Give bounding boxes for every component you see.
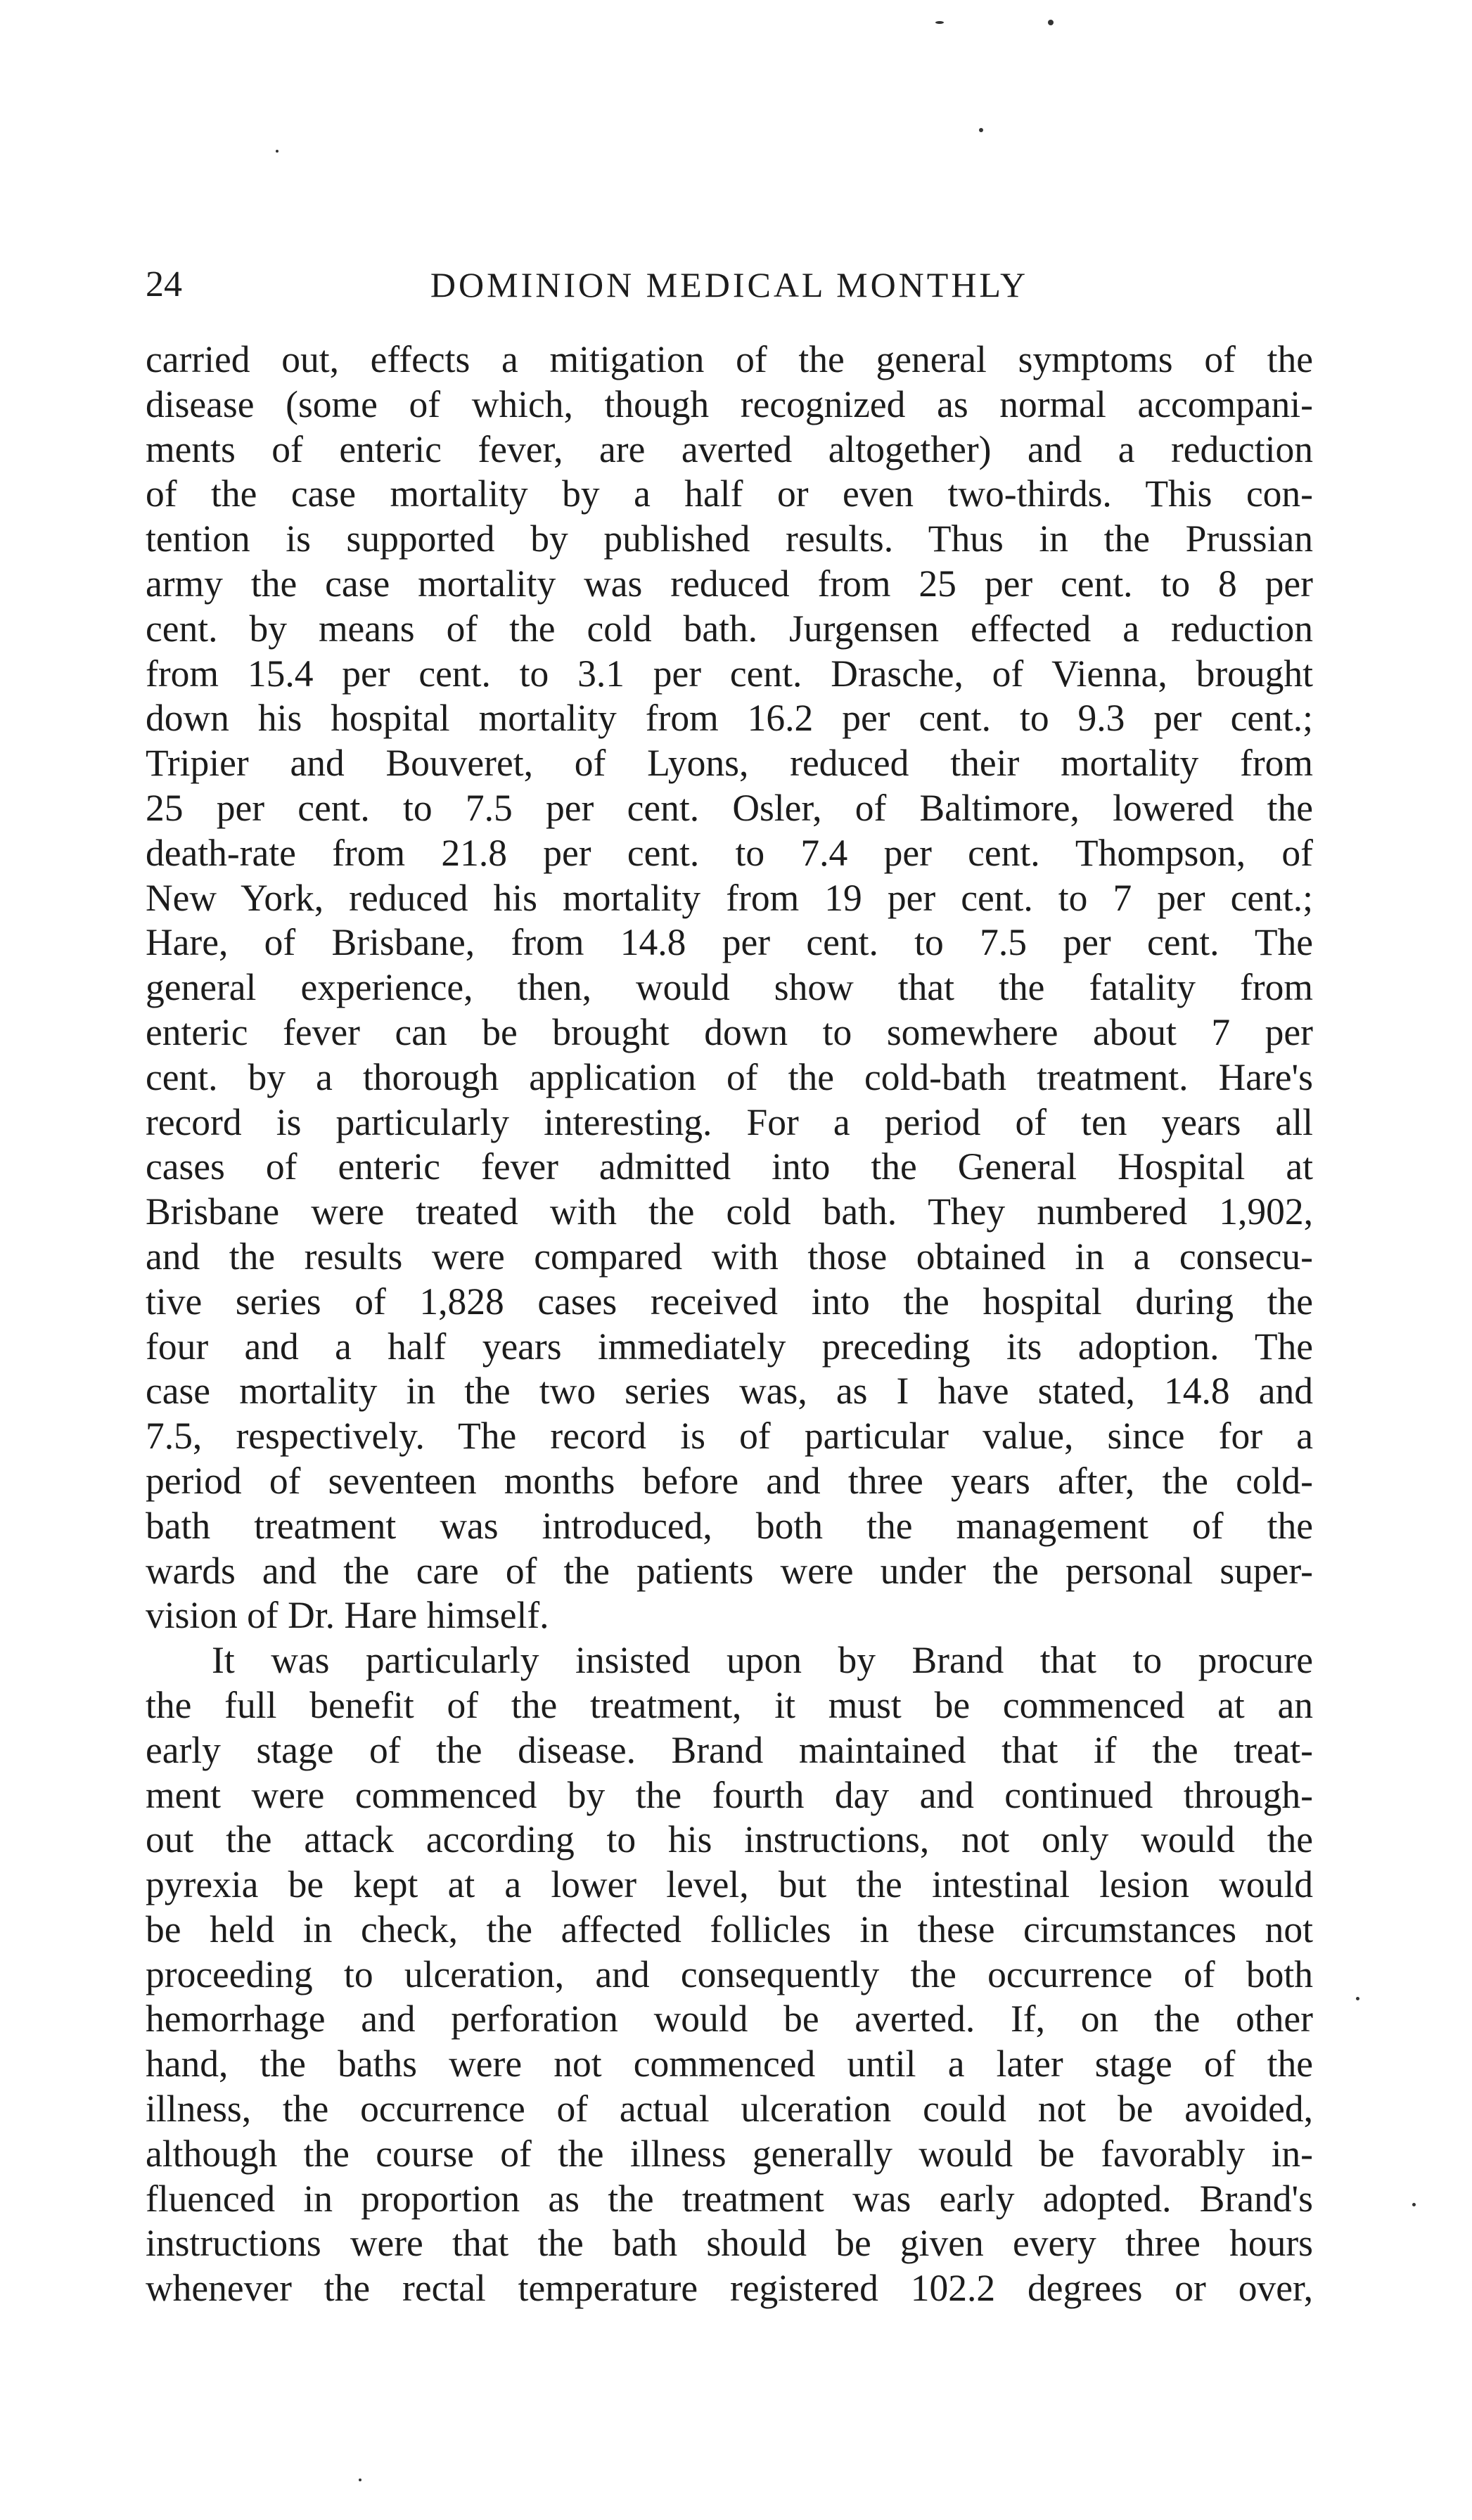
scan-speck [1048,20,1054,25]
text-line: vision of Dr. Hare himself. [146,1594,549,1637]
scan-speck [276,150,279,153]
scan-speck [935,21,944,24]
page-header [146,257,1313,313]
text-line: from 15.4 per cent. to 3.1 per cent. Drasche, of Vienna, brought [146,652,1313,695]
text-line: cent. by a thorough application of the cold-bath treatment. Hare's [146,1055,1313,1098]
text-line: Tripier and Bouveret, of Lyons, reduced their mortality from [146,742,1313,785]
text-line: and the results were compared with those obtained in a consecu- [146,1235,1313,1278]
text-line: whenever the rectal temperature registered 102.2 degrees or over, [146,2267,1313,2310]
text-line: cent. by means of the cold bath. Jurgensen effected a reduction [146,607,1313,650]
text-line: carried out, effects a mitigation of the general symptoms of the [146,338,1313,380]
text-line: the full benefit of the treatment, it must be commenced at an [146,1683,1313,1726]
text-line: hand, the baths were not commenced until a later stage of the [146,2043,1313,2085]
scan-speck [359,2479,361,2481]
text-line: death-rate from 21.8 per cent. to 7.4 per cent. Thompson, of [146,831,1313,874]
text-line: It was particularly insisted upon by Brand that to procure [212,1639,1313,1682]
text-line: four and a half years immediately preceding its adoption. The [146,1325,1313,1368]
text-line: period of seventeen months before and three years after, the cold- [146,1459,1313,1502]
text-line: wards and the care of the patients were under the personal super- [146,1549,1313,1592]
text-line: Hare, of Brisbane, from 14.8 per cent. to 7.5 per cent. The [146,921,1313,964]
text-line: case mortality in the two series was, as I have stated, 14.8 and [146,1370,1313,1413]
text-line: army the case mortality was reduced from 25 per cent. to 8 per [146,562,1313,605]
text-line: down his hospital mortality from 16.2 per cent. to 9.3 per cent.; [146,697,1313,740]
text-line: fluenced in proportion as the treatment was early adopted. Brand's [146,2177,1313,2220]
text-line: Brisbane were treated with the cold bath. They numbered 1,902, [146,1190,1313,1233]
text-line: tive series of 1,828 cases received into the hospital during the [146,1280,1313,1323]
text-line: illness, the occurrence of actual ulceration could not be avoided, [146,2088,1313,2130]
text-line: proceeding to ulceration, and consequently the occurrence of both [146,1953,1313,1995]
text-line: New York, reduced his mortality from 19 per cent. to 7 per cent.; [146,876,1313,919]
text-line: early stage of the disease. Brand maintained that if the treat- [146,1728,1313,1771]
text-line: ments of enteric fever, are averted altogether) and a reduction [146,428,1313,470]
text-line: general experience, then, would show that the fatality from [146,966,1313,1009]
text-line: cases of enteric fever admitted into the General Hospital at [146,1145,1313,1188]
scan-speck [979,128,983,132]
text-line: disease (some of which, though recognized as normal accompani- [146,382,1313,425]
text-line: bath treatment was introduced, both the management of the [146,1504,1313,1547]
text-line: instructions were that the bath should be given every three hours [146,2222,1313,2265]
text-line: pyrexia be kept at a lower level, but the intestinal lesion would [146,1863,1313,1906]
text-line: 25 per cent. to 7.5 per cent. Osler, of Baltimore, lowered the [146,786,1313,829]
text-line: of the case mortality by a half or even two-thirds. This con- [146,472,1313,515]
text-line: ment were commenced by the fourth day and continued through- [146,1773,1313,1816]
text-line: although the course of the illness generally would be favorably in- [146,2132,1313,2175]
scan-speck [1412,2203,1416,2206]
text-line: 7.5, respectively. The record is of particular value, since for a [146,1415,1313,1458]
text-line: hemorrhage and perforation would be averted. If, on the other [146,1998,1313,2040]
text-line: tention is supported by published results. Thus in the Prussian [146,518,1313,560]
running-title: DOMINION MEDICAL MONTHLY [430,265,1029,304]
body-text [146,338,1313,2311]
text-line: be held in check, the affected follicles in these circumstances not [146,1908,1313,1950]
text-line: enteric fever can be brought down to somewhere about 7 per [146,1010,1313,1053]
text-line: record is particularly interesting. For a period of ten years all [146,1100,1313,1143]
text-line: out the attack according to his instructions, not only would the [146,1818,1313,1861]
scan-speck [1356,1997,1359,2000]
page-number: 24 [146,264,182,304]
